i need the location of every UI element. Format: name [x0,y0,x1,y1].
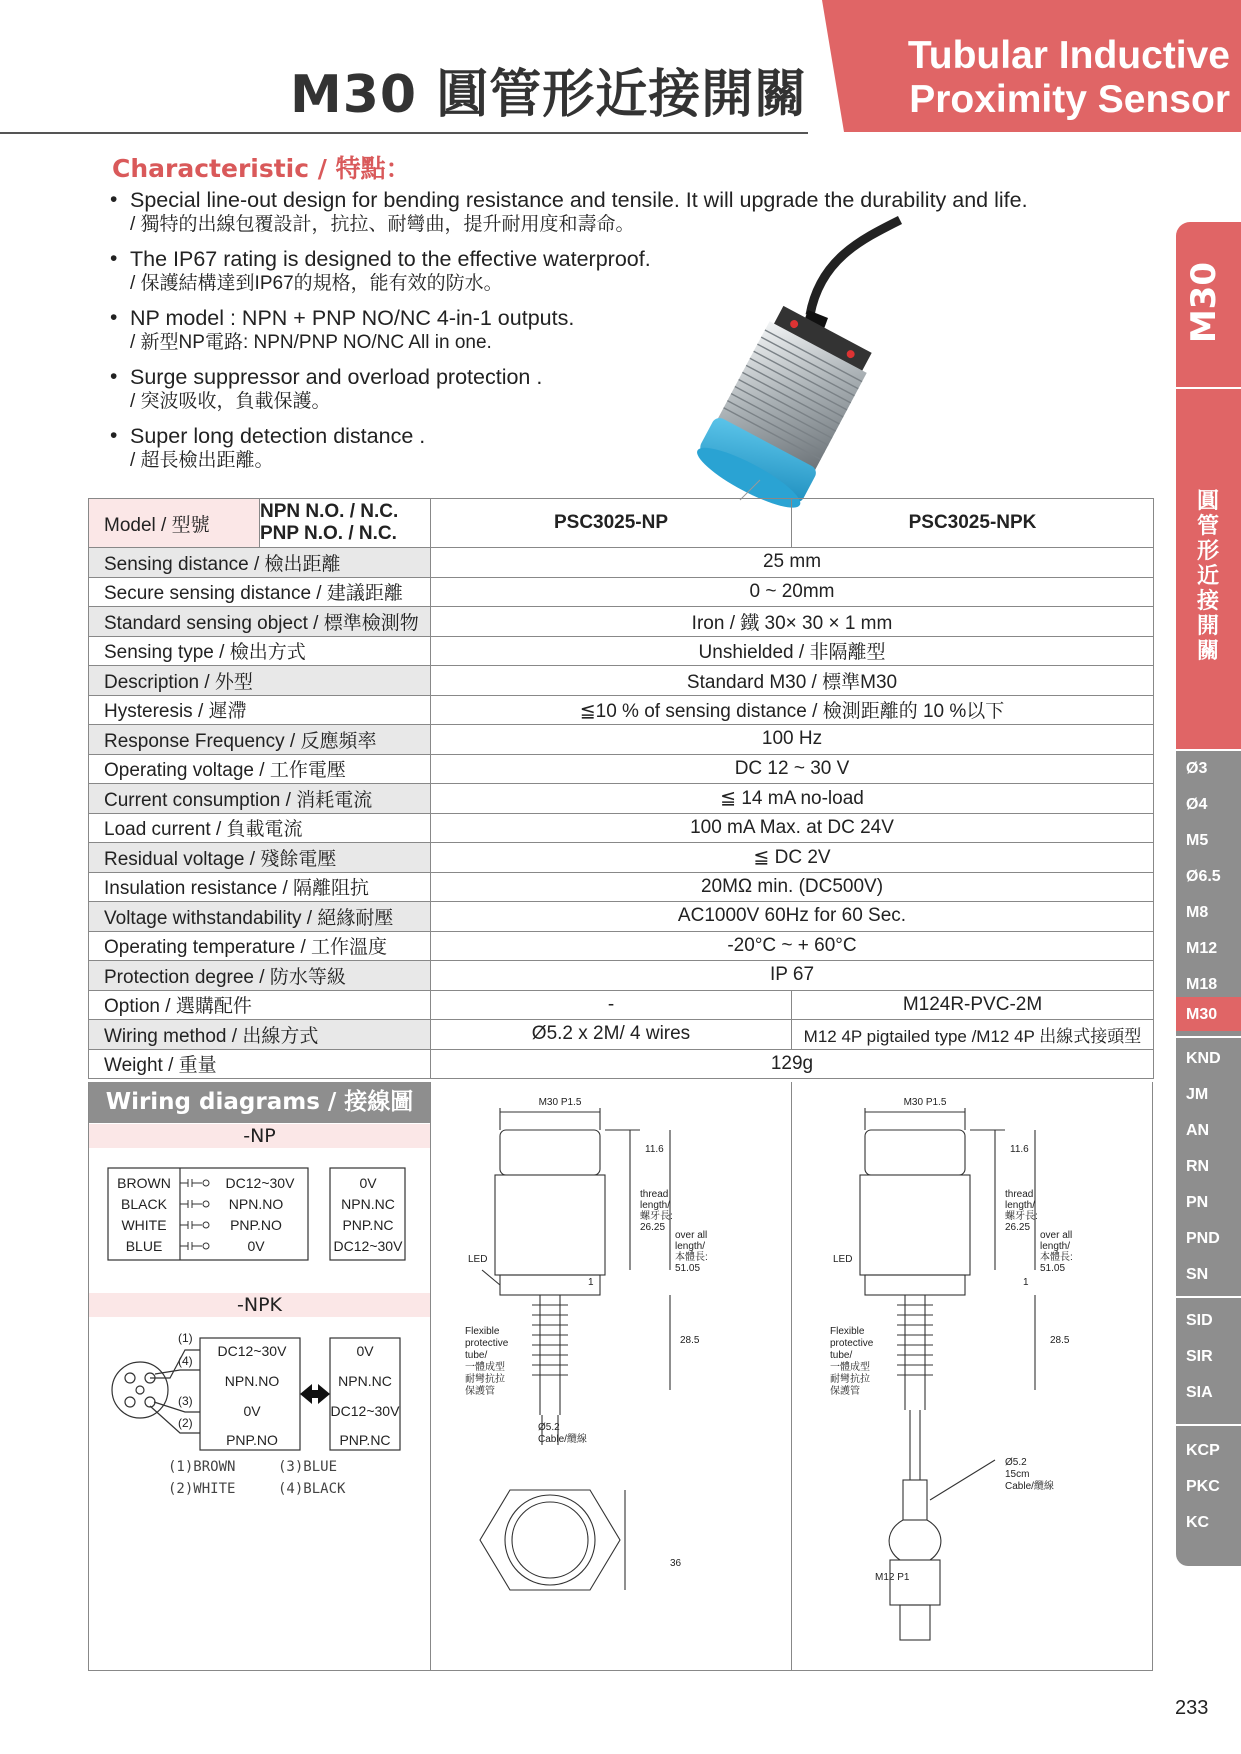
wire-color-legend [168,1456,388,1500]
thread-length-label: length/ [1005,1200,1036,1211]
thread-length-label: 螺牙長: [640,1211,673,1222]
list-item: • The IP67 rating is designed to the effective waterproof. / 保護結構達到IP67的規格，能有效的防水。 [108,247,1068,295]
tube-label: 耐彎抗拉 [830,1374,870,1385]
legend-item: (4)BLACK [278,1481,346,1497]
npk-left-signal: PNP.NO [226,1432,278,1448]
row-label: Protection degree / 防水等級 [89,961,431,991]
legend-item: (1)BROWN [168,1459,236,1475]
npk-right-signal: NPN.NC [338,1373,392,1389]
tab-item[interactable]: AN [1186,1122,1210,1139]
tab-current-model[interactable] [1176,222,1241,387]
dim-label: 11.6 [1010,1144,1029,1155]
tab-item[interactable]: SIR [1186,1348,1213,1365]
np-right-signal: DC12~30V [333,1238,403,1254]
wiring-npk: M12 4P pigtailed type /M12 4P 出線式接頭型 [792,1020,1154,1050]
row-value: 25 mm [431,548,1154,578]
thread-label: M30 P1.5 [538,1097,582,1108]
row-label: Option / 選購配件 [89,990,431,1020]
row-value: 100 mA Max. at DC 24V [431,813,1154,843]
table-row [89,843,1154,873]
row-value: ≦ DC 2V [431,843,1154,873]
item-en: Super long detection distance . [130,424,426,448]
row-label: Sensing type / 檢出方式 [89,636,431,666]
table-header-row [89,499,1154,548]
npk-wiring-heading: -NPK [89,1293,430,1317]
tab-group-types [1176,1038,1241,1296]
overall-length-label: 51.05 [1040,1263,1066,1274]
list-item: • Super long detection distance . / 超長檢出距離。 [108,424,1068,472]
spec-rows [89,548,1154,1079]
npk-left-signal: 0V [243,1403,261,1419]
np-left-signal: 0V [247,1238,265,1254]
np-left-signal: NPN.NO [228,1196,284,1212]
row-label: Response Frequency / 反應頻率 [89,725,431,755]
tab-group-kc [1176,1426,1241,1566]
tab-item[interactable]: KC [1186,1514,1210,1531]
row-value: 129g [431,1049,1154,1079]
npk-left-signal: NPN.NO [224,1373,280,1389]
thread-length-label: thread [640,1189,669,1200]
tab-item[interactable]: SID [1186,1312,1213,1329]
item-cn: / 突波吸收，負載保護。 [130,391,331,412]
thread-length-label: 26.25 [1005,1222,1031,1233]
characteristic-heading: Characteristic / 特點： [112,154,411,183]
npk-wiring-diagram [100,1330,420,1460]
list-item: • Surge suppressor and overload protection . / 突波吸收，負載保護。 [108,365,1068,413]
table-row [89,961,1154,991]
legend-item: (2)WHITE [168,1481,236,1497]
tab-item-selected[interactable]: M30 [1186,1006,1218,1023]
row-value: 100 Hz [431,725,1154,755]
item-cn: / 保護結構達到IP67的規格，能有效的防水。 [130,273,503,294]
cable-label: 15cm [1005,1469,1030,1480]
wiring-diagrams-heading: Wiring diagrams / 接線圖 [89,1082,430,1123]
npk-dimension-drawing [830,1090,1125,1660]
row-label: Current consumption / 消耗電流 [89,784,431,814]
cable-label: Ø5.2 [1005,1457,1027,1468]
row-value: AC1000V 60Hz for 60 Sec. [431,902,1154,932]
row-label: Weight / 重量 [89,1049,431,1079]
row-value: IP 67 [431,961,1154,991]
thread-length-label: 螺牙長: [1005,1211,1038,1222]
np-wire-black: BLACK [121,1196,167,1212]
title-english-line2: Proximity Sensor [909,78,1230,121]
tab-group-si [1176,1298,1241,1424]
led-label: LED [468,1254,488,1265]
overall-length-label: length/ [675,1241,706,1252]
row-value: Unshielded / 非隔離型 [431,636,1154,666]
tab-category-label: 圓 管 形 近 接 開 關 [1196,489,1219,664]
table-row [89,695,1154,725]
tab-item[interactable]: M18 [1186,976,1218,993]
np-dimension-drawing [465,1090,760,1660]
spec-table [88,498,1154,1079]
tube-label: Flexible [465,1326,500,1337]
item-cn: / 超長檢出距離。 [130,450,274,471]
tab-item[interactable]: RN [1186,1158,1210,1175]
np-wiring-diagram [100,1160,420,1265]
tab-item[interactable]: Ø4 [1186,796,1208,813]
npk-pin-label: (2) [178,1416,193,1430]
thread-length-label: 26.25 [640,1222,666,1233]
option-npk: M124R-PVC-2M [792,990,1154,1020]
npk-pin-label: (3) [178,1394,193,1408]
row-label: Secure sensing distance / 建議距離 [89,577,431,607]
tube-label: 一體成型 [465,1362,505,1373]
item-cn: / 新型NP電路: NPN/PNP NO/NC All in one. [130,332,492,353]
npk-left-signal: DC12~30V [217,1343,287,1359]
tube-label: 保護管 [830,1386,860,1397]
dim-label: 1 [1023,1277,1029,1288]
np-wire-white: WHITE [121,1217,167,1233]
thread-label: M30 P1.5 [903,1097,947,1108]
item-en: Surge suppressor and overload protection . [130,365,543,389]
side-index-tab [1176,222,1241,1600]
tab-category [1176,389,1241,749]
cable-label: Cable/纜線 [1005,1481,1054,1492]
row-label: Voltage withstandability / 絕緣耐壓 [89,902,431,932]
list-item: • Special line-out design for bending resistance and tensile. It will upgrade the durability and life. / 獨特的出線包覆設計，抗拉、耐彎曲，提升耐用度和壽命。 [108,188,1068,236]
row-label: Wiring method / 出線方式 [89,1020,431,1050]
tab-item[interactable]: PND [1186,1230,1220,1247]
list-item: • NP model : NPN + PNP NO/NC 4-in-1 outputs. / 新型NP電路: NPN/PNP NO/NC All in one. [108,306,1068,354]
tab-item[interactable]: KND [1186,1050,1221,1067]
dim-label: 28.5 [680,1335,700,1346]
row-value: Standard M30 / 標準M30 [431,666,1154,696]
row-value: 0 ~ 20mm [431,577,1154,607]
row-label: Standard sensing object / 標準檢測物 [89,607,431,637]
overall-length-label: over all [1040,1230,1073,1241]
np-right-signal: NPN.NC [341,1196,395,1212]
npk-right-signal: 0V [356,1343,374,1359]
tube-label: tube/ [465,1350,488,1361]
np-wire-brown: BROWN [117,1175,171,1191]
row-label: Description / 外型 [89,666,431,696]
title-underline [0,132,808,134]
tab-group-sizes [1176,751,1241,1036]
row-label: Operating temperature / 工作溫度 [89,931,431,961]
tube-label: protective [830,1338,874,1349]
overall-length-label: length/ [1040,1241,1071,1252]
tab-item[interactable]: Ø6.5 [1186,868,1221,885]
np-wire-blue: BLUE [125,1238,163,1254]
row-label: Sensing distance / 檢出距離 [89,548,431,578]
tab-item[interactable]: JM [1186,1086,1209,1103]
tab-item[interactable]: Ø3 [1186,760,1208,777]
row-value: DC 12 ~ 30 V [431,754,1154,784]
dim-label: 11.6 [645,1144,664,1155]
np-wiring-heading: -NP [89,1124,430,1148]
output-type-label [260,499,431,548]
item-en: NP model : NPN + PNP NO/NC 4-in-1 outputs. [130,306,575,330]
legend-item: (3)BLUE [278,1459,338,1475]
table-row [89,990,1154,1020]
tab-item[interactable]: M12 [1186,940,1218,957]
sensor-photo [700,200,940,510]
np-right-signal: PNP.NC [342,1217,394,1233]
table-row [89,636,1154,666]
table-row [89,666,1154,696]
double-arrow-icon [300,1384,330,1404]
led-label: LED [833,1254,853,1265]
npk-right-signal: DC12~30V [330,1403,400,1419]
row-label: Hysteresis / 遲滯 [89,695,431,725]
np-left-signal: PNP.NO [230,1217,282,1233]
table-row [89,931,1154,961]
table-row [89,813,1154,843]
item-cn: / 獨特的出線包覆設計，抗拉、耐彎曲，提升耐用度和壽命。 [130,214,635,235]
cable-label: Cable/纜線 [538,1434,587,1445]
table-row [89,548,1154,578]
row-label: Load current / 負載電流 [89,813,431,843]
tube-label: 一體成型 [830,1362,870,1373]
thread-length-label: length/ [640,1200,671,1211]
diagram-divider [430,1082,431,1670]
tab-item[interactable]: M8 [1186,904,1209,921]
model-np: PSC3025-NP [431,499,792,548]
tube-label: 耐彎抗拉 [465,1374,505,1385]
model-npk: PSC3025-NPK [792,499,1154,548]
tab-item[interactable]: PKC [1186,1478,1220,1495]
npk-pin-label: (1) [178,1331,193,1345]
npk-pin-label: (4) [178,1354,193,1368]
table-row [89,902,1154,932]
tube-label: tube/ [830,1350,853,1361]
dim-label: 1 [588,1277,594,1288]
table-row [89,607,1154,637]
overall-length-label: 本體長: [1040,1252,1073,1263]
tab-item[interactable]: KCP [1186,1442,1220,1459]
row-value: ≦ 14 mA no-load [431,784,1154,814]
npn-line: NPN N.O. / N.C. [260,501,399,522]
page-number: 233 [1175,1697,1209,1719]
model-label: Model / 型號 [89,499,260,548]
connector-label: M12 P1 [875,1572,910,1583]
title-english-line1: Tubular Inductive [907,34,1230,77]
row-label: Operating voltage / 工作電壓 [89,754,431,784]
row-value: -20°C ~ + 60°C [431,931,1154,961]
row-label: Insulation resistance / 隔離阻抗 [89,872,431,902]
row-value: Iron / 鐵 30× 30 × 1 mm [431,607,1154,637]
tube-label: protective [465,1338,509,1349]
overall-length-label: over all [675,1230,708,1241]
table-row [89,754,1154,784]
pnp-line: PNP N.O. / N.C. [260,523,397,544]
cable-label: Ø5.2 [538,1422,560,1433]
table-row [89,784,1154,814]
tab-item[interactable]: PN [1186,1194,1209,1211]
wiring-np: Ø5.2 x 2M/ 4 wires [431,1020,792,1050]
npk-right-signal: PNP.NC [339,1432,391,1448]
nut-dim-label: 36 [670,1558,682,1569]
table-row [89,872,1154,902]
overall-length-label: 本體長: [675,1252,708,1263]
item-en: Special line-out design for bending resistance and tensile. It will upgrade the durability and life. [130,188,1028,212]
table-row [89,577,1154,607]
option-np: - [431,990,792,1020]
tab-item[interactable]: SN [1186,1266,1209,1283]
tab-current-label: M30 [1184,262,1224,344]
diagram-divider [791,1082,792,1670]
tab-item[interactable]: M5 [1186,832,1209,849]
thread-length-label: thread [1005,1189,1034,1200]
row-label: Residual voltage / 殘餘電壓 [89,843,431,873]
dim-label: 28.5 [1050,1335,1070,1346]
tab-item[interactable]: SIA [1186,1384,1213,1401]
table-row [89,1049,1154,1079]
page-title: M30 圓管形近接開關 [290,65,808,125]
table-row [89,725,1154,755]
row-value: ≦10 % of sensing distance / 檢測距離的 10 %以下 [431,695,1154,725]
np-right-signal: 0V [359,1175,377,1191]
tube-label: 保護管 [465,1386,495,1397]
item-en: The IP67 rating is designed to the effective waterproof. [130,247,651,271]
table-row [89,1020,1154,1050]
tube-label: Flexible [830,1326,865,1337]
row-value: 20MΩ min. (DC500V) [431,872,1154,902]
overall-length-label: 51.05 [675,1263,701,1274]
title-english [870,34,1230,122]
np-left-signal: DC12~30V [225,1175,295,1191]
